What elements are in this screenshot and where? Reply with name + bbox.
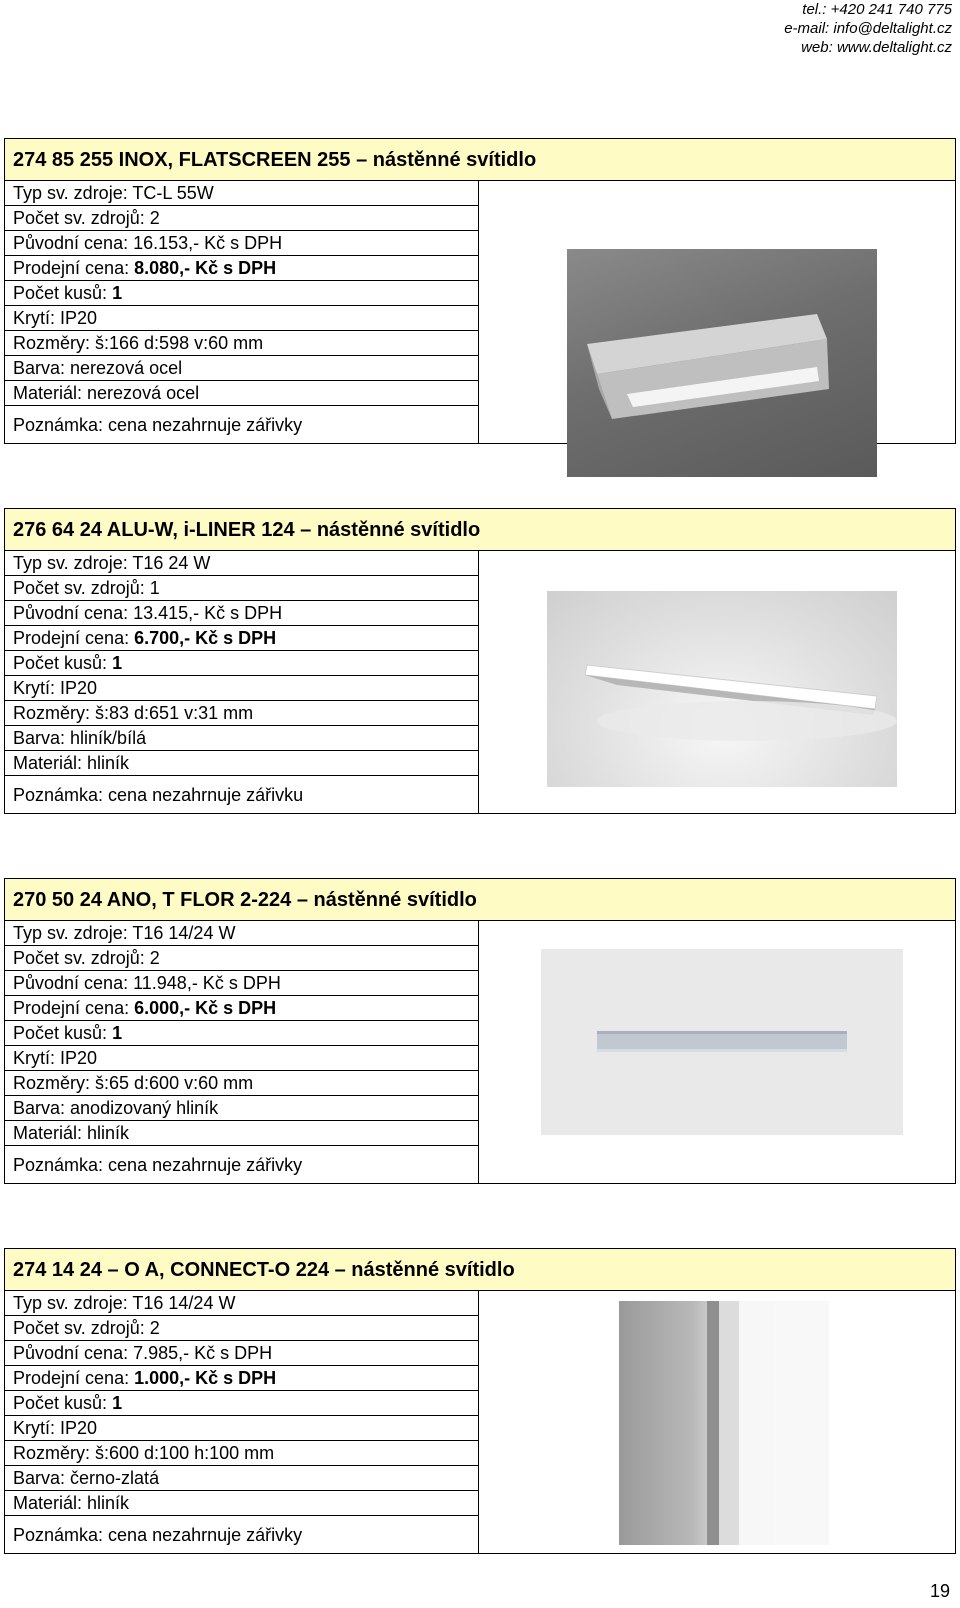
spec-quantity <box>5 1391 478 1416</box>
spec-label: Typ sv. zdroje: <box>13 183 133 203</box>
contact-header <box>784 0 952 57</box>
wall-light-drawing <box>541 949 903 1135</box>
spec-quantity <box>5 1021 478 1046</box>
spec-label: Původní cena: <box>13 973 134 993</box>
spec-label: Typ sv. zdroje: <box>13 923 133 943</box>
wall-light-drawing <box>567 249 877 477</box>
spec-value: hliník <box>87 1493 130 1513</box>
spec-ip-rating <box>5 676 478 701</box>
spec-value: černo-zlatá <box>70 1468 160 1488</box>
product-image-cell <box>479 181 955 443</box>
product-title: 270 50 24 ANO, T FLOR 2-224 – nástěnné svítidlo <box>5 879 955 921</box>
spec-value: 1 <box>149 578 160 598</box>
spec-label: Prodejní cena: <box>13 1368 135 1388</box>
spec-label: Počet kusů: <box>13 1393 113 1413</box>
spec-color <box>5 1466 478 1491</box>
spec-label: Původní cena: <box>13 1343 134 1363</box>
wall-light-drawing <box>547 591 897 787</box>
spec-dimensions <box>5 331 478 356</box>
spec-original-price <box>5 1341 478 1366</box>
spec-label: Krytí: <box>13 1418 61 1438</box>
spec-note: Poznámka: cena nezahrnuje zářivky <box>13 1525 303 1545</box>
spec-value: IP20 <box>60 1418 98 1438</box>
spec-value: hliník <box>87 1123 130 1143</box>
product-photo <box>567 249 877 477</box>
product-specs <box>5 551 479 813</box>
spec-source-count <box>5 1316 478 1341</box>
spec-value: anodizovaný hliník <box>70 1098 219 1118</box>
spec-light-source <box>5 921 478 946</box>
spec-label: Původní cena: <box>13 233 134 253</box>
spec-value: 2 <box>149 948 160 968</box>
spec-value: IP20 <box>60 308 98 328</box>
spec-value: š:166 d:598 v:60 mm <box>95 333 264 353</box>
spec-label: Krytí: <box>13 678 61 698</box>
spec-color <box>5 1096 478 1121</box>
spec-source-count <box>5 946 478 971</box>
spec-value: 2 <box>149 208 160 228</box>
spec-label: Materiál: <box>13 753 88 773</box>
spec-source-count <box>5 206 478 231</box>
spec-original-price <box>5 971 478 996</box>
product-title: 274 14 24 – O A, CONNECT-O 224 – nástěnné svítidlo <box>5 1249 955 1291</box>
spec-label: Počet sv. zdrojů: <box>13 948 150 968</box>
spec-label: Rozměry: <box>13 333 96 353</box>
spec-material <box>5 1121 478 1146</box>
product-image-cell <box>479 551 955 813</box>
spec-value: nerezová ocel <box>87 383 200 403</box>
spec-material <box>5 381 478 406</box>
spec-value: 7.985,- Kč s DPH <box>133 1343 273 1363</box>
spec-note: Poznámka: cena nezahrnuje zářivku <box>13 785 304 805</box>
product-specs <box>5 1291 479 1553</box>
spec-value: TC-L 55W <box>132 183 214 203</box>
spec-value: 1 <box>112 1023 123 1043</box>
product-specs <box>5 181 479 443</box>
spec-label: Barva: <box>13 1468 71 1488</box>
product-image-cell <box>479 1291 955 1553</box>
spec-label: Původní cena: <box>13 603 134 623</box>
spec-label: Počet sv. zdrojů: <box>13 208 150 228</box>
spec-sale-price <box>5 626 478 651</box>
spec-color <box>5 356 478 381</box>
spec-sale-price <box>5 1366 478 1391</box>
spec-value: 6.000,- Kč s DPH <box>134 998 277 1018</box>
spec-label: Prodejní cena: <box>13 628 135 648</box>
product-card <box>4 1248 956 1554</box>
spec-label: Krytí: <box>13 1048 61 1068</box>
spec-label: Rozměry: <box>13 703 96 723</box>
spec-material <box>5 1491 478 1516</box>
spec-note: Poznámka: cena nezahrnuje zářivky <box>13 415 303 435</box>
spec-value: 1 <box>112 1393 123 1413</box>
spec-dimensions <box>5 1071 478 1096</box>
spec-value: T16 24 W <box>132 553 211 573</box>
spec-value: 1 <box>112 653 123 673</box>
spec-light-source <box>5 551 478 576</box>
spec-value: 8.080,- Kč s DPH <box>134 258 277 278</box>
product-title: 276 64 24 ALU-W, i-LINER 124 – nástěnné svítidlo <box>5 509 955 551</box>
spec-label: Počet kusů: <box>13 283 113 303</box>
spec-value: 6.700,- Kč s DPH <box>134 628 277 648</box>
product-card <box>4 878 956 1184</box>
spec-light-source <box>5 1291 478 1316</box>
spec-value: 1.000,- Kč s DPH <box>134 1368 277 1388</box>
product-card <box>4 138 956 444</box>
spec-label: Prodejní cena: <box>13 998 135 1018</box>
spec-label: Materiál: <box>13 1123 88 1143</box>
spec-label: Krytí: <box>13 308 61 328</box>
product-photo <box>619 1301 829 1545</box>
spec-value: 2 <box>149 1318 160 1338</box>
spec-label: Prodejní cena: <box>13 258 135 278</box>
product-image-cell <box>479 921 955 1183</box>
spec-value: š:600 d:100 h:100 mm <box>95 1443 275 1463</box>
spec-sale-price <box>5 256 478 281</box>
spec-label: Počet kusů: <box>13 1023 113 1043</box>
spec-value: hliník <box>87 753 130 773</box>
contact-web: web: www.deltalight.cz <box>801 39 952 56</box>
spec-value: IP20 <box>60 1048 98 1068</box>
spec-value: nerezová ocel <box>70 358 183 378</box>
spec-value: T16 14/24 W <box>132 1293 236 1313</box>
page-number: 19 <box>929 1581 950 1601</box>
spec-label: Barva: <box>13 1098 71 1118</box>
spec-ip-rating <box>5 1416 478 1441</box>
spec-quantity <box>5 281 478 306</box>
spec-dimensions <box>5 1441 478 1466</box>
spec-label: Počet kusů: <box>13 653 113 673</box>
spec-value: T16 14/24 W <box>132 923 236 943</box>
spec-label: Materiál: <box>13 1493 88 1513</box>
spec-value: 16.153,- Kč s DPH <box>133 233 283 253</box>
spec-source-count <box>5 576 478 601</box>
spec-quantity <box>5 651 478 676</box>
spec-label: Počet sv. zdrojů: <box>13 578 150 598</box>
spec-ip-rating <box>5 306 478 331</box>
spec-light-source <box>5 181 478 206</box>
contact-email: e-mail: info@deltalight.cz <box>784 20 952 37</box>
spec-value: IP20 <box>60 678 98 698</box>
spec-original-price <box>5 601 478 626</box>
product-photo <box>547 591 897 787</box>
spec-label: Typ sv. zdroje: <box>13 553 133 573</box>
spec-sale-price <box>5 996 478 1021</box>
spec-label: Rozměry: <box>13 1443 96 1463</box>
product-title: 274 85 255 INOX, FLATSCREEN 255 – nástěnné svítidlo <box>5 139 955 181</box>
product-card <box>4 508 956 814</box>
spec-color <box>5 726 478 751</box>
spec-value: š:65 d:600 v:60 mm <box>95 1073 254 1093</box>
spec-label: Rozměry: <box>13 1073 96 1093</box>
spec-label: Typ sv. zdroje: <box>13 1293 133 1313</box>
product-specs <box>5 921 479 1183</box>
spec-value: hliník/bílá <box>70 728 147 748</box>
spec-original-price <box>5 231 478 256</box>
spec-value: 1 <box>112 283 123 303</box>
spec-value: 13.415,- Kč s DPH <box>133 603 283 623</box>
product-photo <box>541 949 903 1135</box>
spec-value: 11.948,- Kč s DPH <box>133 973 281 993</box>
spec-material <box>5 751 478 776</box>
spec-label: Materiál: <box>13 383 88 403</box>
spec-dimensions <box>5 701 478 726</box>
spec-ip-rating <box>5 1046 478 1071</box>
spec-label: Barva: <box>13 358 71 378</box>
contact-phone: tel.: +420 241 740 775 <box>802 1 952 18</box>
spec-label: Barva: <box>13 728 71 748</box>
spec-note: Poznámka: cena nezahrnuje zářivky <box>13 1155 303 1175</box>
spec-value: š:83 d:651 v:31 mm <box>95 703 254 723</box>
wall-light-drawing <box>619 1301 829 1545</box>
spec-label: Počet sv. zdrojů: <box>13 1318 150 1338</box>
